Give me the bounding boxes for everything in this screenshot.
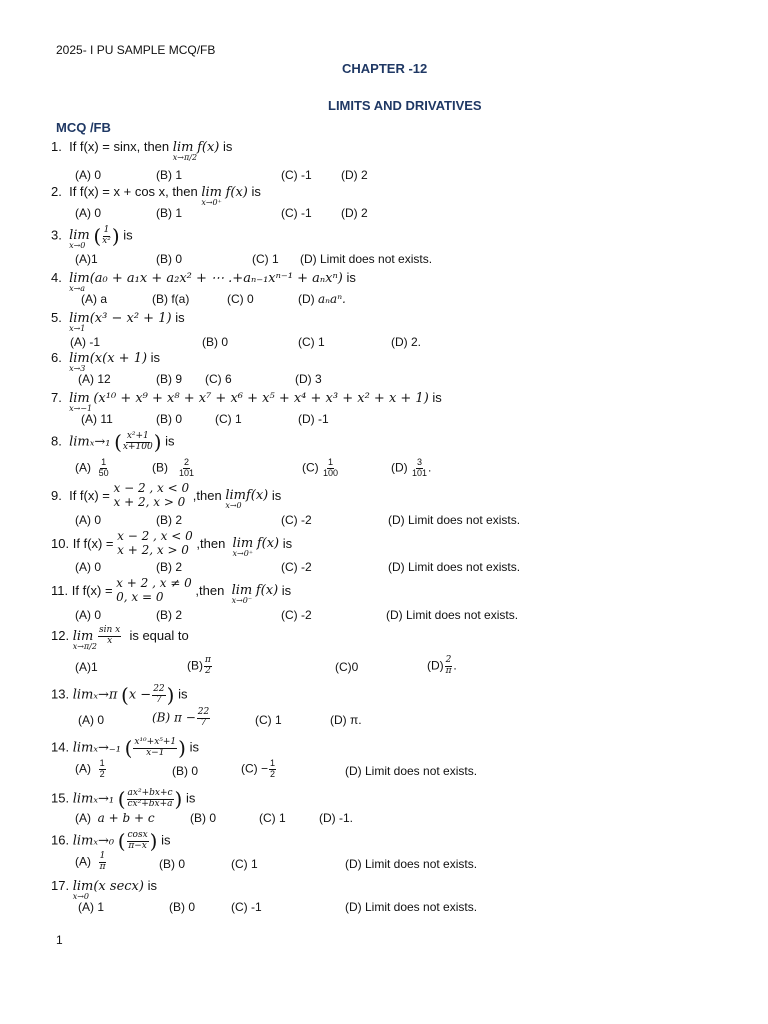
option-c: (C)0 — [335, 660, 359, 674]
option-b: (B) f(a) — [152, 292, 190, 306]
option-d: (D) $\frac{2}{\pi}$ . — [427, 655, 457, 676]
option-c: (C) 6 — [205, 372, 232, 386]
option-b: (B) 2 — [156, 560, 183, 574]
option-b: (B) 0 — [202, 335, 229, 349]
option-a: (A) $\frac{1}{50}$ — [75, 457, 109, 478]
document-header: 2025- I PU SAMPLE MCQ/FB — [56, 43, 216, 57]
option-c: (C) 1 — [215, 412, 242, 426]
section-heading: MCQ /FB — [56, 120, 111, 135]
option-b: (B) $\frac{2}{101}$ — [152, 457, 195, 478]
option-c: (C) -2 — [281, 608, 312, 622]
option-a: (A) $\frac{1}{2}$ — [75, 758, 105, 779]
question-8: 8. limₓ→₁ ( $\frac{\text{x²+1}}{x+100}$ ) is — [51, 430, 175, 454]
option-a: (A) -1 — [70, 335, 100, 349]
question-11: 11. If f(x) = x + 2 , x ≠ 0 0, x = 0 ,then lim x→0⁻ f(x) is — [51, 576, 292, 605]
option-b: (B) $\frac{\pi}{2}$ — [187, 655, 211, 676]
option-d: (D) -1 — [298, 412, 329, 426]
option-a: (A) 0 — [78, 713, 105, 727]
question-9: 9. If f(x) = x − 2 , x < 0 x + 2, x > 0 ,then lim x→0 f(x) is — [51, 481, 282, 510]
option-b: (B) 0 — [156, 412, 183, 426]
option-a: (A) 1 — [78, 900, 105, 914]
option-b: (B) 1 — [156, 206, 183, 220]
option-d: (D) Limit does not exists. — [345, 764, 478, 778]
option-c: (C) 1 — [298, 335, 325, 349]
option-a: (A) 0 — [75, 608, 102, 622]
option-c: (C) -2 — [281, 513, 312, 527]
question-7: 7. lim x→−1 (x¹⁰ + x⁹ + x⁸ + x⁷ + x⁶ + x⁵ + x⁴ + x³ + x² + x + 1) is — [51, 390, 442, 413]
question-17: 17. lim x→0 (x secx) is — [51, 878, 157, 901]
option-d: (D) -1. — [319, 811, 353, 825]
question-2: 2. If f(x) = x + cos x, then lim x→0⁺ f(x) is — [51, 184, 261, 207]
question-14: 14. limₓ→₋₁ ( $\frac{\text{x¹⁰+x⁵+1}}{x-1}$ ) is — [51, 736, 199, 760]
option-a: (A) a + b + c — [75, 811, 155, 825]
option-c: (C) 1 — [259, 811, 286, 825]
question-1: 1. If f(x) = sinx, then lim x→π/2 f(x) is — [51, 139, 233, 162]
question-13: 13. limₓ→π (x − $\frac{22}{7}$ ) is — [51, 683, 188, 707]
question-12: 12. lim x→π/2 $\frac{\text{sin x}}{x}$ is equal to — [51, 625, 189, 651]
option-a: (A) 11 — [81, 412, 113, 426]
option-c: (C) -2 — [281, 560, 312, 574]
option-a: (A)1 — [75, 660, 98, 674]
option-d: (D) Limit does not exists. — [345, 900, 478, 914]
question-16: 16. limₓ→₀ ( $\frac{\cos x}{\pi-x}$ ) is — [51, 829, 171, 853]
option-c: (C) 1 — [231, 857, 258, 871]
option-c: (C) $\frac{1}{100}$ — [302, 457, 339, 478]
option-b: (B) 2 — [156, 608, 183, 622]
option-b: (B) 0 — [156, 252, 183, 266]
option-c: (C) 1 — [255, 713, 282, 727]
option-a: (A) 0 — [75, 168, 102, 182]
option-c: (C) -1 — [281, 168, 312, 182]
option-d: (D) Limit does not exists. — [388, 513, 521, 527]
option-a: (A) 12 — [78, 372, 111, 386]
option-a: (A) 0 — [75, 206, 102, 220]
page-number: 1 — [56, 933, 63, 947]
option-b: (B) 0 — [172, 764, 199, 778]
question-10: 10. If f(x) = x − 2 , x < 0 x + 2, x > 0 ,then lim x→0⁺ f(x) is — [51, 529, 293, 558]
option-a: (A) $\frac{1}{\pi}$ — [75, 851, 106, 872]
option-c: (C) 0 — [227, 292, 254, 306]
option-b: (B) 9 — [156, 372, 183, 386]
option-d: (D) Limit does not exists. — [300, 252, 433, 266]
option-d: (D) 3 — [295, 372, 322, 386]
question-6: 6. lim x→3 (x(x + 1) is — [51, 350, 161, 373]
option-b: (B) π − $\frac{22}{7}$ — [152, 707, 210, 728]
option-d: (D) 2 — [341, 168, 368, 182]
topic-title: LIMITS AND DRIVATIVES — [328, 98, 482, 113]
option-b: (B) 1 — [156, 168, 183, 182]
option-b: (B) 2 — [156, 513, 183, 527]
option-c: (C) − $\frac{1}{2}$ — [241, 758, 276, 779]
option-a: (A)1 — [75, 252, 98, 266]
option-c: (C) 1 — [252, 252, 279, 266]
option-c: (C) -1 — [231, 900, 262, 914]
option-d: (D) Limit does not exists. — [388, 560, 521, 574]
question-4: 4. lim x→a (a₀ + a₁x + a₂x² + ⋯ .+aₙ₋₁xⁿ⁻¹ + aₙxⁿ) is — [51, 270, 356, 293]
option-b: (B) 0 — [159, 857, 186, 871]
question-15: 15. limₓ→₁ ( $\frac{\text{ax²+bx+c}}{\text{cx²+bx+a}}$ ) is — [51, 787, 196, 811]
question-5: 5. lim x→1 (x³ − x² + 1) is — [51, 310, 185, 333]
option-d: (D) $\frac{3}{101}$ . — [391, 457, 432, 478]
option-d: (D) aₙaⁿ. — [298, 292, 346, 306]
question-3: 3. lim x→0 ( $\frac{1}{\text{x²}}$ ) is — [51, 224, 133, 251]
option-c: (C) -1 — [281, 206, 312, 220]
option-d: (D) π. — [330, 713, 362, 727]
option-d: (D) Limit does not exists. — [386, 608, 519, 622]
option-a: (A) 0 — [75, 560, 102, 574]
chapter-title: CHAPTER -12 — [342, 61, 428, 76]
option-a: (A) a — [81, 292, 108, 306]
option-d: (D) 2. — [391, 335, 421, 349]
option-d: (D) 2 — [341, 206, 368, 220]
option-b: (B) 0 — [190, 811, 217, 825]
option-b: (B) 0 — [169, 900, 196, 914]
option-d: (D) Limit does not exists. — [345, 857, 478, 871]
option-a: (A) 0 — [75, 513, 102, 527]
